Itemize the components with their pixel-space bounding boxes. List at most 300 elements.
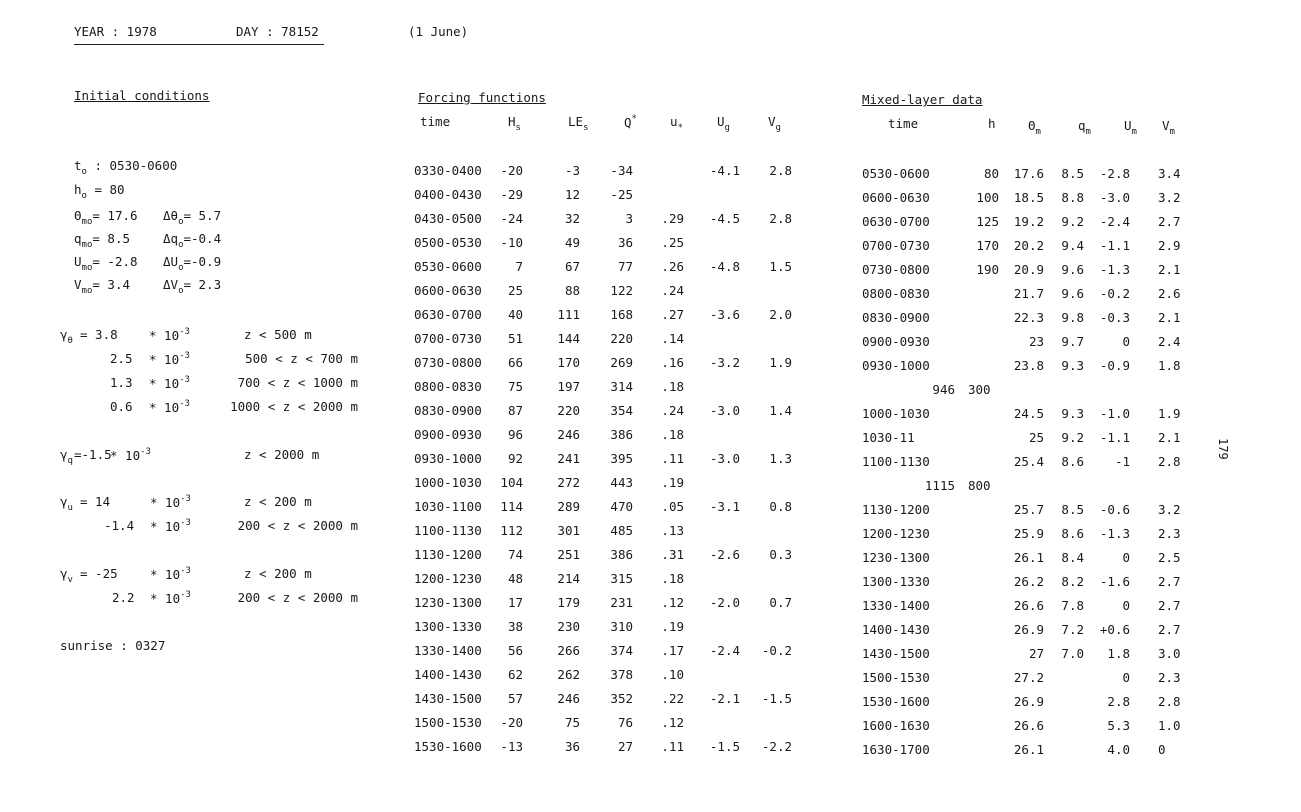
lapse-rate-times-ten (149, 375, 190, 391)
initial-pair-right-subscript: o (178, 263, 184, 273)
forcing-header-symbol: H (508, 114, 516, 129)
initial-pair-left-value: = -2.8 (92, 254, 138, 269)
forcing-table-cell: 25 (507, 283, 523, 298)
mixed-table-cell: 0800-0830 (862, 286, 930, 301)
mixed-table-cell: 27.2 (1013, 670, 1044, 685)
forcing-table-cell: 214 (557, 571, 580, 586)
day-label: DAY : 78152 (236, 24, 319, 39)
mixed-table-cell: 26.9 (1013, 622, 1044, 637)
lapse-rate-range: 500 < z < 700 m (245, 351, 358, 366)
forcing-table-cell: -2.4 (709, 643, 740, 658)
mixed-table-cell: 1330-1400 (862, 598, 930, 613)
mixed-table-cell: -1.1 (1099, 430, 1130, 445)
mixed-table-cell: 26.1 (1013, 550, 1044, 565)
forcing-table-cell: 251 (557, 547, 580, 562)
mixed-column-header (1162, 118, 1175, 137)
mixed-table-cell: 9.2 (1061, 430, 1084, 445)
forcing-table-cell: -34 (610, 163, 633, 178)
mixed-table-cell: 21.7 (1013, 286, 1044, 301)
mixed-table-cell: 8.4 (1061, 550, 1084, 565)
forcing-table-cell: -10 (500, 235, 523, 250)
forcing-header-symbol: U (717, 114, 725, 129)
mixed-table-cell: 2.7 (1158, 574, 1181, 589)
forcing-table-cell: .17 (661, 643, 684, 658)
forcing-header-symbol: Q (624, 115, 632, 130)
forcing-column-header (624, 114, 637, 130)
forcing-table-cell: -4.1 (709, 163, 740, 178)
forcing-table-cell: .18 (661, 379, 684, 394)
mixed-table-cell: 1400-1430 (862, 622, 930, 637)
lapse-rate-symbol: γ (60, 494, 68, 509)
forcing-table-cell: 38 (507, 619, 523, 634)
lapse-rate-times-ten (150, 566, 191, 582)
forcing-table-cell: 354 (610, 403, 633, 418)
forcing-table-cell: 1130-1200 (414, 547, 482, 562)
mixed-table-cell: 9.2 (1061, 214, 1084, 229)
lapse-rate-line (60, 566, 73, 585)
mixed-table-cell: 0 (1122, 550, 1130, 565)
forcing-table-cell: 0700-0730 (414, 331, 482, 346)
forcing-table-cell: 0.8 (769, 499, 792, 514)
forcing-table-cell: -2.1 (709, 691, 740, 706)
forcing-table-cell: 27 (617, 739, 633, 754)
initial-line-symbol: h (74, 182, 82, 197)
mixed-table-cell: 0630-0700 (862, 214, 930, 229)
mixed-table-cell: -2.4 (1099, 214, 1130, 229)
forcing-table-cell: 57 (507, 691, 523, 706)
forcing-table-cell: 77 (617, 259, 633, 274)
mixed-table-cell: 8.5 (1061, 166, 1084, 181)
lapse-rate-coefficient: 2.5 (110, 351, 133, 366)
forcing-table-cell: 230 (557, 619, 580, 634)
mixed-table-cell: 25.4 (1013, 454, 1044, 469)
forcing-table-cell: 1500-1530 (414, 715, 482, 730)
forcing-table-cell: -3.1 (709, 499, 740, 514)
forcing-table-cell: 0730-0800 (414, 355, 482, 370)
mixed-table-cell: 22.3 (1013, 310, 1044, 325)
lapse-rate-range: z < 2000 m (244, 447, 320, 462)
forcing-table-cell: .19 (661, 475, 684, 490)
forcing-table-cell: -20 (500, 163, 523, 178)
initial-pair-right (163, 208, 221, 227)
forcing-table-cell: -3.0 (709, 403, 740, 418)
mixed-table-cell: 2.7 (1158, 598, 1181, 613)
initial-pair-left (74, 254, 138, 273)
forcing-table-cell: 2.8 (769, 211, 792, 226)
initial-pair-left (74, 277, 130, 296)
forcing-table-cell: 386 (610, 427, 633, 442)
forcing-table-cell: 104 (500, 475, 523, 490)
forcing-table-cell: 1.4 (769, 403, 792, 418)
forcing-table-cell: .16 (661, 355, 684, 370)
initial-line-value: = 80 (86, 182, 125, 197)
lapse-rate-exponent: -3 (179, 351, 190, 361)
forcing-table-cell: 36 (564, 739, 580, 754)
mixed-table-cell: 9.4 (1061, 238, 1084, 253)
mixed-table-cell: 8.8 (1061, 190, 1084, 205)
forcing-column-header (717, 114, 730, 133)
mixed-table-cell: 1300-1330 (862, 574, 930, 589)
mixed-table-cell: 0 (1122, 670, 1130, 685)
forcing-table-cell: -0.2 (761, 643, 792, 658)
mixed-layer-title: Mixed-layer data (862, 92, 983, 107)
forcing-table-cell: 3 (625, 211, 633, 226)
forcing-column-header (768, 114, 781, 133)
mixed-table-cell: 2.3 (1158, 526, 1181, 541)
forcing-table-cell: 231 (610, 595, 633, 610)
mixed-header-symbol: Θ (1028, 118, 1036, 133)
forcing-header-symbol: u (670, 114, 678, 129)
forcing-table-cell: 122 (610, 283, 633, 298)
lapse-rate-range: z < 500 m (244, 327, 312, 342)
forcing-table-cell: -1.5 (761, 691, 792, 706)
mixed-table-cell: 1630-1700 (862, 742, 930, 757)
mixed-table-cell: 3.0 (1158, 646, 1181, 661)
lapse-rate-base: * 10 (149, 352, 180, 367)
mixed-header-symbol: h (988, 116, 996, 131)
mixed-table-cell: 7.2 (1061, 622, 1084, 637)
forcing-table-cell: -13 (500, 739, 523, 754)
forcing-table-cell: 0600-0630 (414, 283, 482, 298)
forcing-table-cell: 0.7 (769, 595, 792, 610)
forcing-column-header (670, 114, 683, 133)
mixed-table-cell: 25 (1028, 430, 1044, 445)
mixed-table-cell: 1230-1300 (862, 550, 930, 565)
forcing-table-cell: .26 (661, 259, 684, 274)
lapse-rate-range: 1000 < z < 2000 m (230, 399, 358, 414)
forcing-table-cell: 0800-0830 (414, 379, 482, 394)
lapse-rate-base: * 10 (150, 519, 181, 534)
forcing-header-symbol: V (768, 114, 776, 129)
lapse-rate-times-ten (149, 399, 190, 415)
lapse-rate-range: 200 < z < 2000 m (237, 590, 358, 605)
forcing-table-cell: 1200-1230 (414, 571, 482, 586)
mixed-table-cell: 17.6 (1013, 166, 1044, 181)
forcing-header-subscript: s (515, 123, 521, 133)
forcing-table-cell: 170 (557, 355, 580, 370)
mixed-table-cell: -2.8 (1099, 166, 1130, 181)
lapse-rate-times-ten (150, 590, 191, 606)
forcing-table-cell: -3.2 (709, 355, 740, 370)
initial-pair-left-symbol: V (74, 277, 82, 292)
forcing-table-cell: 49 (564, 235, 580, 250)
mixed-table-cell: 20.2 (1013, 238, 1044, 253)
forcing-table-cell: 220 (610, 331, 633, 346)
forcing-table-cell: 269 (610, 355, 633, 370)
forcing-table-cell: 2.8 (769, 163, 792, 178)
forcing-table-cell: 36 (617, 235, 633, 250)
mixed-table-cell: -1.6 (1099, 574, 1130, 589)
lapse-rate-times-ten (149, 351, 190, 367)
mixed-table-cell: 0 (1158, 742, 1166, 757)
mixed-header-subscript: m (1035, 127, 1041, 137)
lapse-rate-base: * 10 (150, 591, 181, 606)
mixed-header-symbol: time (888, 116, 919, 131)
mixed-column-header (888, 116, 918, 131)
forcing-table-cell: 1530-1600 (414, 739, 482, 754)
forcing-table-cell: 76 (617, 715, 633, 730)
lapse-rate-exponent: -3 (180, 518, 191, 528)
lapse-rate-symbol: γ (60, 566, 68, 581)
initial-pair-left-value: = 17.6 (92, 208, 138, 223)
forcing-table-cell: 220 (557, 403, 580, 418)
forcing-table-cell: 1.3 (769, 451, 792, 466)
forcing-table-cell: 378 (610, 667, 633, 682)
forcing-header-subscript: g (775, 123, 781, 133)
forcing-table-cell: -3.6 (709, 307, 740, 322)
mixed-table-cell: 7.0 (1061, 646, 1084, 661)
forcing-table-cell: -2.2 (761, 739, 792, 754)
mixed-table-cell: 9.8 (1061, 310, 1084, 325)
forcing-table-cell: 386 (610, 547, 633, 562)
lapse-rate-base: * 10 (149, 328, 180, 343)
lapse-rate-base: * 10 (149, 400, 180, 415)
forcing-table-cell: 1430-1500 (414, 691, 482, 706)
forcing-table-cell: .31 (661, 547, 684, 562)
mixed-table-cell: 1200-1230 (862, 526, 930, 541)
sunrise-label: sunrise : 0327 (60, 638, 166, 653)
forcing-table-cell: 0930-1000 (414, 451, 482, 466)
mixed-table-cell: 27 (1028, 646, 1044, 661)
forcing-table-cell: -4.5 (709, 211, 740, 226)
page-number: 179 (1216, 438, 1230, 460)
initial-pair-right (163, 277, 221, 296)
lapse-rate-times-ten (149, 327, 190, 343)
lapse-rate-subscript: θ (67, 336, 73, 346)
lapse-rate-base: * 10 (149, 376, 180, 391)
mixed-table-cell: 190 (976, 262, 999, 277)
mixed-table-cell: 8.6 (1061, 454, 1084, 469)
initial-pair-left-symbol: U (74, 254, 82, 269)
forcing-table-cell: -24 (500, 211, 523, 226)
mixed-table-cell: 23 (1028, 334, 1044, 349)
initial-pair-right-symbol: Δθ (163, 208, 179, 223)
mixed-table-cell: 2.3 (1158, 670, 1181, 685)
mixed-table-cell: 0 (1122, 334, 1130, 349)
forcing-table-cell: 443 (610, 475, 633, 490)
lapse-rate-line (60, 494, 73, 513)
initial-pair-left-subscript: mo (81, 240, 93, 250)
mixed-table-cell: -0.2 (1099, 286, 1130, 301)
forcing-table-cell: -2.0 (709, 595, 740, 610)
lapse-rate-range: z < 200 m (244, 566, 312, 581)
initial-pair-right-symbol: ΔV (163, 277, 179, 292)
lapse-rate-range: 700 < z < 1000 m (237, 375, 358, 390)
mixed-table-cell: -1.0 (1099, 406, 1130, 421)
initial-pair-right-value: =-0.4 (183, 231, 222, 246)
forcing-header-subscript: s (583, 123, 589, 133)
initial-pair-right-value: =-0.9 (183, 254, 222, 269)
mixed-table-cell: 2.7 (1158, 622, 1181, 637)
forcing-table-cell: 315 (610, 571, 633, 586)
lapse-rate-line (60, 447, 73, 466)
forcing-table-cell: 1230-1300 (414, 595, 482, 610)
initial-pair-left (74, 231, 130, 250)
initial-pair-right (163, 231, 221, 250)
mixed-table-cell: 0900-0930 (862, 334, 930, 349)
mixed-table-cell: 125 (976, 214, 999, 229)
mixed-table-cell: 2.1 (1158, 430, 1181, 445)
forcing-table-cell: -2.6 (709, 547, 740, 562)
initial-line-subscript: o (81, 167, 87, 177)
forcing-table-cell: -29 (500, 187, 523, 202)
mixed-table-cell: 0930-1000 (862, 358, 930, 373)
forcing-functions-title: Forcing functions (418, 90, 546, 105)
forcing-table-cell: 7 (515, 259, 523, 274)
forcing-table-cell: 241 (557, 451, 580, 466)
mixed-table-cell: 2.4 (1158, 334, 1181, 349)
lapse-rate-range: 200 < z < 2000 m (237, 518, 358, 533)
mixed-table-cell: 26.1 (1013, 742, 1044, 757)
mixed-table-cell: 1130-1200 (862, 502, 930, 517)
initial-pair-left (74, 208, 138, 227)
mixed-table-cell: 18.5 (1013, 190, 1044, 205)
forcing-table-cell: 1030-1100 (414, 499, 482, 514)
forcing-table-cell: 1300-1330 (414, 619, 482, 634)
forcing-table-cell: 310 (610, 619, 633, 634)
forcing-table-cell: -4.8 (709, 259, 740, 274)
mixed-table-cell: 8.2 (1061, 574, 1084, 589)
initial-pair-right (163, 254, 221, 273)
mixed-header-symbol: q (1078, 118, 1086, 133)
forcing-table-cell: 246 (557, 427, 580, 442)
lapse-rate-base: * 10 (150, 567, 181, 582)
forcing-table-cell: .05 (661, 499, 684, 514)
date-label: (1 June) (408, 24, 469, 39)
forcing-table-cell: 485 (610, 523, 633, 538)
mixed-table-cell: 26.6 (1013, 718, 1044, 733)
forcing-table-cell: 144 (557, 331, 580, 346)
lapse-rate-exponent: -3 (180, 494, 191, 504)
forcing-table-cell: 12 (564, 187, 580, 202)
initial-line-value: : 0530-0600 (86, 158, 178, 173)
forcing-table-cell: 1000-1030 (414, 475, 482, 490)
initial-pair-right-subscript: o (178, 217, 184, 227)
forcing-header-symbol: LE (568, 114, 584, 129)
forcing-table-cell: 75 (507, 379, 523, 394)
mixed-table-cell: 5.3 (1107, 718, 1130, 733)
forcing-table-cell: -25 (610, 187, 633, 202)
mixed-column-header (1078, 118, 1091, 137)
forcing-table-cell: .19 (661, 619, 684, 634)
forcing-header-symbol: time (420, 114, 451, 129)
mixed-table-cell: 1115 (924, 478, 955, 493)
lapse-rate-coefficient: 1.3 (110, 375, 133, 390)
mixed-table-cell: -1.3 (1099, 262, 1130, 277)
initial-line (74, 158, 177, 177)
forcing-table-cell: .24 (661, 283, 684, 298)
mixed-header-subscript: m (1085, 127, 1091, 137)
forcing-table-cell: 168 (610, 307, 633, 322)
forcing-table-cell: 56 (507, 643, 523, 658)
forcing-header-superscript: * (631, 114, 637, 124)
mixed-table-cell: -1 (1114, 454, 1130, 469)
forcing-table-cell: .18 (661, 427, 684, 442)
forcing-table-cell: 0830-0900 (414, 403, 482, 418)
mixed-table-cell: 1600-1630 (862, 718, 930, 733)
forcing-table-cell: 1100-1130 (414, 523, 482, 538)
forcing-table-cell: 395 (610, 451, 633, 466)
mixed-table-cell: 9.6 (1061, 262, 1084, 277)
mixed-table-cell: 100 (976, 190, 999, 205)
mixed-table-cell: 1.8 (1107, 646, 1130, 661)
initial-conditions-title: Initial conditions (74, 88, 210, 103)
lapse-rate-exponent: -3 (179, 399, 190, 409)
initial-pair-left-value: = 8.5 (92, 231, 131, 246)
lapse-rate-subscript: q (67, 456, 73, 466)
initial-pair-left-symbol: q (74, 231, 82, 246)
forcing-table-cell: -3 (564, 163, 580, 178)
forcing-table-cell: .18 (661, 571, 684, 586)
initial-pair-left-subscript: mo (81, 286, 93, 296)
forcing-table-cell: -3.0 (709, 451, 740, 466)
forcing-table-cell: 1.5 (769, 259, 792, 274)
initial-pair-right-subscript: o (178, 240, 184, 250)
mixed-table-cell: 800 (968, 478, 991, 493)
mixed-table-cell: 8.6 (1061, 526, 1084, 541)
mixed-table-cell: 8.5 (1061, 502, 1084, 517)
forcing-table-cell: .10 (661, 667, 684, 682)
lapse-rate-coefficient: -1.4 (104, 518, 135, 533)
lapse-rate-coefficient: 0.6 (110, 399, 133, 414)
initial-line-symbol: t (74, 158, 82, 173)
lapse-rate-base: * 10 (110, 448, 141, 463)
forcing-table-cell: 470 (610, 499, 633, 514)
forcing-table-cell: 1400-1430 (414, 667, 482, 682)
forcing-table-cell: 51 (507, 331, 523, 346)
mixed-table-cell: -3.0 (1099, 190, 1130, 205)
mixed-header-symbol: U (1124, 118, 1132, 133)
lapse-rate-subscript: u (67, 503, 73, 513)
forcing-table-cell: -20 (500, 715, 523, 730)
forcing-table-cell: 92 (507, 451, 523, 466)
mixed-column-header (1124, 118, 1137, 137)
mixed-table-cell: 0530-0600 (862, 166, 930, 181)
mixed-table-cell: -0.3 (1099, 310, 1130, 325)
initial-line (74, 182, 125, 201)
lapse-rate-coefficient: = 3.8 (80, 327, 118, 342)
forcing-table-cell: 0500-0530 (414, 235, 482, 250)
forcing-table-cell: 0330-0400 (414, 163, 482, 178)
mixed-table-cell: 26.2 (1013, 574, 1044, 589)
mixed-table-cell: +0.6 (1099, 622, 1130, 637)
mixed-table-cell: 0 (1122, 598, 1130, 613)
forcing-table-cell: 96 (507, 427, 523, 442)
mixed-table-cell: 1.0 (1158, 718, 1181, 733)
forcing-table-cell: 179 (557, 595, 580, 610)
forcing-table-cell: 0530-0600 (414, 259, 482, 274)
forcing-table-cell: .11 (661, 451, 684, 466)
mixed-table-cell: 9.3 (1061, 358, 1084, 373)
mixed-table-cell: 300 (968, 382, 991, 397)
mixed-table-cell: 2.6 (1158, 286, 1181, 301)
forcing-table-cell: 88 (564, 283, 580, 298)
mixed-table-cell: 0730-0800 (862, 262, 930, 277)
mixed-table-cell: 1430-1500 (862, 646, 930, 661)
forcing-table-cell: .24 (661, 403, 684, 418)
mixed-table-cell: 3.2 (1158, 190, 1181, 205)
forcing-table-cell: 74 (507, 547, 523, 562)
mixed-table-cell: 3.4 (1158, 166, 1181, 181)
forcing-table-cell: 0630-0700 (414, 307, 482, 322)
lapse-rate-symbol: γ (60, 327, 68, 342)
forcing-table-cell: .25 (661, 235, 684, 250)
mixed-table-cell: 80 (983, 166, 999, 181)
mixed-table-cell: 1530-1600 (862, 694, 930, 709)
mixed-table-cell: -1.3 (1099, 526, 1130, 541)
forcing-table-cell: .11 (661, 739, 684, 754)
forcing-table-cell: 112 (500, 523, 523, 538)
